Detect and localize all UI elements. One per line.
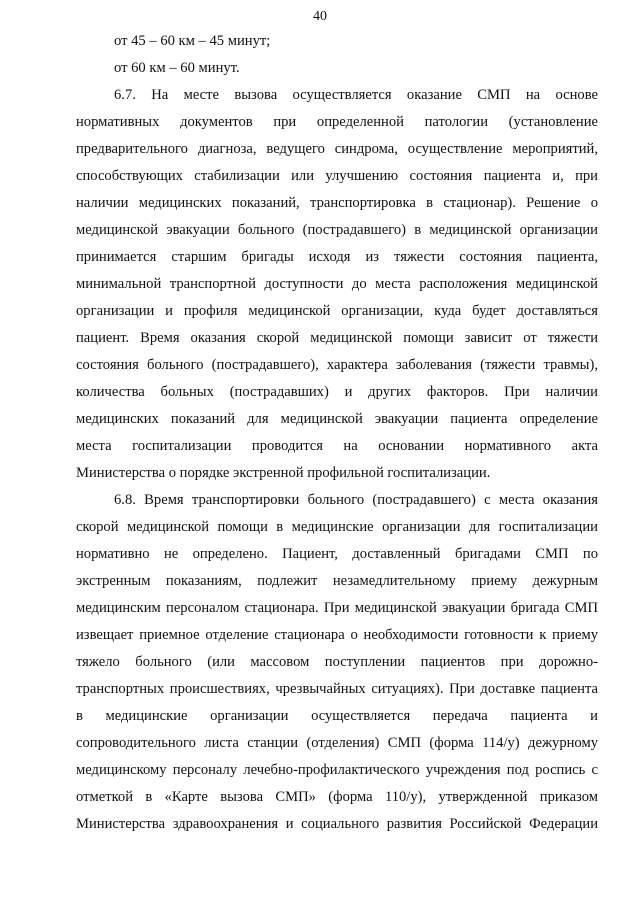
text-line: состояния больного (пострадавшего), характера заболевания (тяжести травмы), <box>76 357 598 373</box>
text-line: наличии медицинских показаний, транспортировка в стационар). Решение о <box>76 195 598 211</box>
text-line: места госпитализации проводится на основании нормативного акта <box>76 438 598 454</box>
text-line: нормативно не определено. Пациент, доставленный бригадами СМП по <box>76 546 598 562</box>
text-line: экстренным показаниям, подлежит незамедлительному приему дежурным <box>76 573 598 589</box>
text-line: минимальной транспортной доступности до места расположения медицинской <box>76 276 598 292</box>
text-line: от 45 – 60 км – 45 минут; <box>114 33 271 49</box>
text-line: способствующих стабилизации или улучшению состояния пациента и, при <box>76 168 598 184</box>
text-line: тяжело больного (или массовом поступлении пациентов при дорожно- <box>76 654 598 670</box>
text-line: медицинских показаний для медицинской эвакуации пациента определение <box>76 411 598 427</box>
text-line: Министерства здравоохранения и социального развития Российской Федерации <box>76 816 598 832</box>
text-line: извещает приемное отделение стационара о необходимости готовности к приему <box>76 627 598 643</box>
text-line: транспортных происшествиях, чрезвычайных ситуациях). При доставке пациента <box>76 681 598 697</box>
text-line: предварительного диагноза, ведущего синдрома, осуществление мероприятий, <box>76 141 598 157</box>
document-body <box>76 28 598 838</box>
text-line: нормативных документов при определенной патологии (установление <box>76 114 598 130</box>
text-line: от 60 км – 60 минут. <box>114 60 240 76</box>
text-line: 6.8. Время транспортировки больного (пострадавшего) с места оказания <box>114 492 598 508</box>
text-line: в медицинские организации осуществляется передача пациента и <box>76 708 598 724</box>
page-number: 40 <box>313 9 327 24</box>
text-line: медицинскому персоналу лечебно-профилактического учреждения под роспись с <box>76 762 598 778</box>
text-line: сопроводительного листа станции (отделения) СМП (форма 114/у) дежурному <box>76 735 598 751</box>
text-line: организации и профиля медицинской организации, куда будет доставляться <box>76 303 598 319</box>
text-line: медицинской эвакуации больного (пострадавшего) в медицинской организации <box>76 222 598 238</box>
text-line: отметкой в «Карте вызова СМП» (форма 110/у), утвержденной приказом <box>76 789 598 805</box>
text-line: пациент. Время оказания скорой медицинской помощи зависит от тяжести <box>76 330 598 346</box>
text-line: скорой медицинской помощи в медицинские организации для госпитализации <box>76 519 598 535</box>
text-line: принимается старшим бригады исходя из тяжести состояния пациента, <box>76 249 598 265</box>
text-line: медицинским персоналом стационара. При медицинской эвакуации бригада СМП <box>76 600 598 616</box>
text-line: количества больных (пострадавших) и других факторов. При наличии <box>76 384 598 400</box>
text-line: 6.7. На месте вызова осуществляется оказание СМП на основе <box>114 87 598 103</box>
text-line: Министерства о порядке экстренной профильной госпитализации. <box>76 465 491 481</box>
